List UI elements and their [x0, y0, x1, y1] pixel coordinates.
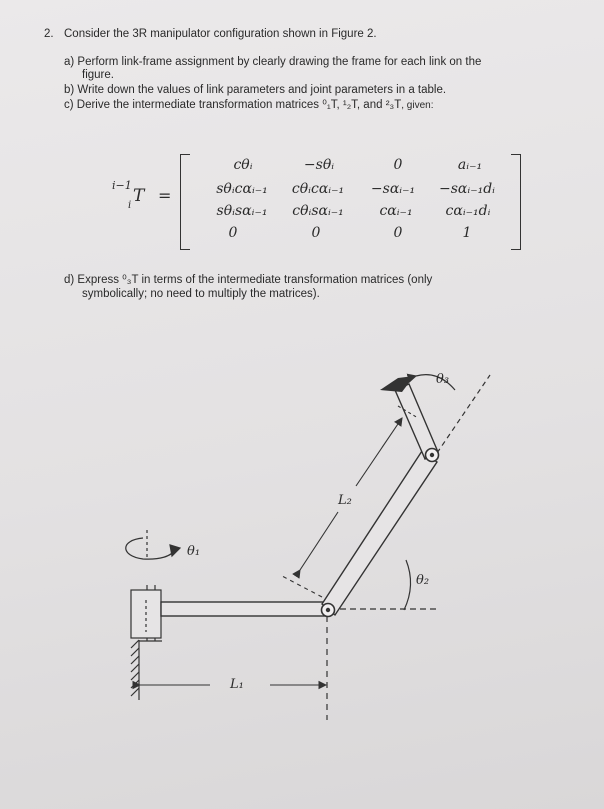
item-c-matrix3: ²₃T	[385, 99, 402, 111]
item-a-line2: figure.	[82, 69, 114, 81]
joint-2-center	[326, 608, 330, 612]
item-c-sep1: ,	[336, 99, 343, 111]
matrix-cell-2-1: cθᵢsαᵢ₋₁	[292, 203, 344, 219]
matrix-cell-3-2: 0	[393, 225, 403, 241]
matrix-cell-0-0: cθᵢ	[233, 157, 253, 173]
matrix-cell-2-3: cαᵢ₋₁dᵢ	[445, 203, 491, 219]
ground-wall	[131, 640, 139, 700]
matrix-cell-0-3: aᵢ₋₁	[457, 157, 483, 173]
question-text: Consider the 3R manipulator configuration shown in Figure 2.	[64, 28, 377, 40]
joint-3-center	[430, 453, 434, 457]
L1-label: L₁	[230, 677, 244, 692]
matrix-cell-3-0: 0	[228, 225, 238, 241]
item-c-sep2: , and	[356, 99, 386, 111]
item-c-prefix: c) Derive the intermediate transformation matrices	[64, 99, 323, 111]
theta1-label: θ₁	[187, 544, 201, 559]
item-d-line2: symbolically; no need to multiply the matrices).	[82, 288, 320, 300]
matrix-lhs-subscript: i	[128, 200, 132, 211]
matrix-cell-1-2: −sαᵢ₋₁	[370, 181, 416, 197]
link-1	[161, 602, 327, 616]
theta1-rotation-icon	[126, 530, 180, 560]
item-c-matrix1: ⁰₁T	[322, 99, 337, 111]
item-c-matrix2: ¹₂T	[342, 99, 357, 111]
theta3-label: θ₃	[436, 372, 450, 387]
matrix-cell-0-2: 0	[393, 157, 403, 173]
theta2-label: θ₂	[416, 573, 430, 588]
matrix-cell-0-1: −sθᵢ	[303, 157, 335, 173]
matrix-equals: =	[158, 186, 172, 205]
matrix-cell-3-3: 1	[462, 225, 472, 241]
matrix-cell-1-3: −sαᵢ₋₁dᵢ	[439, 181, 495, 197]
item-c-suffix: , given:	[401, 100, 434, 111]
theta2-arc	[404, 560, 411, 610]
matrix-lhs-T: T	[133, 186, 145, 206]
L2-label: L₂	[338, 493, 352, 508]
link-2	[322, 451, 437, 615]
base-post	[131, 585, 162, 641]
matrix-cell-1-1: cθᵢcαᵢ₋₁	[291, 181, 345, 197]
item-a-line1: a) Perform link-frame assignment by clearly drawing the frame for each link on the	[64, 56, 482, 68]
matrix-cell-2-2: cαᵢ₋₁	[379, 203, 413, 219]
matrix-cell-2-0: sθᵢsαᵢ₋₁	[216, 203, 268, 219]
matrix-cell-1-0: sθᵢcαᵢ₋₁	[216, 181, 268, 197]
matrix-cell-3-1: 0	[311, 225, 321, 241]
item-b: b) Write down the values of link parameters and joint parameters in a table.	[64, 84, 447, 96]
question-number: 2.	[44, 28, 54, 40]
item-d-line1: d) Express ⁰₃T in terms of the intermediate transformation matrices (only	[64, 274, 433, 286]
matrix-lhs-superscript: i−1	[112, 179, 132, 192]
